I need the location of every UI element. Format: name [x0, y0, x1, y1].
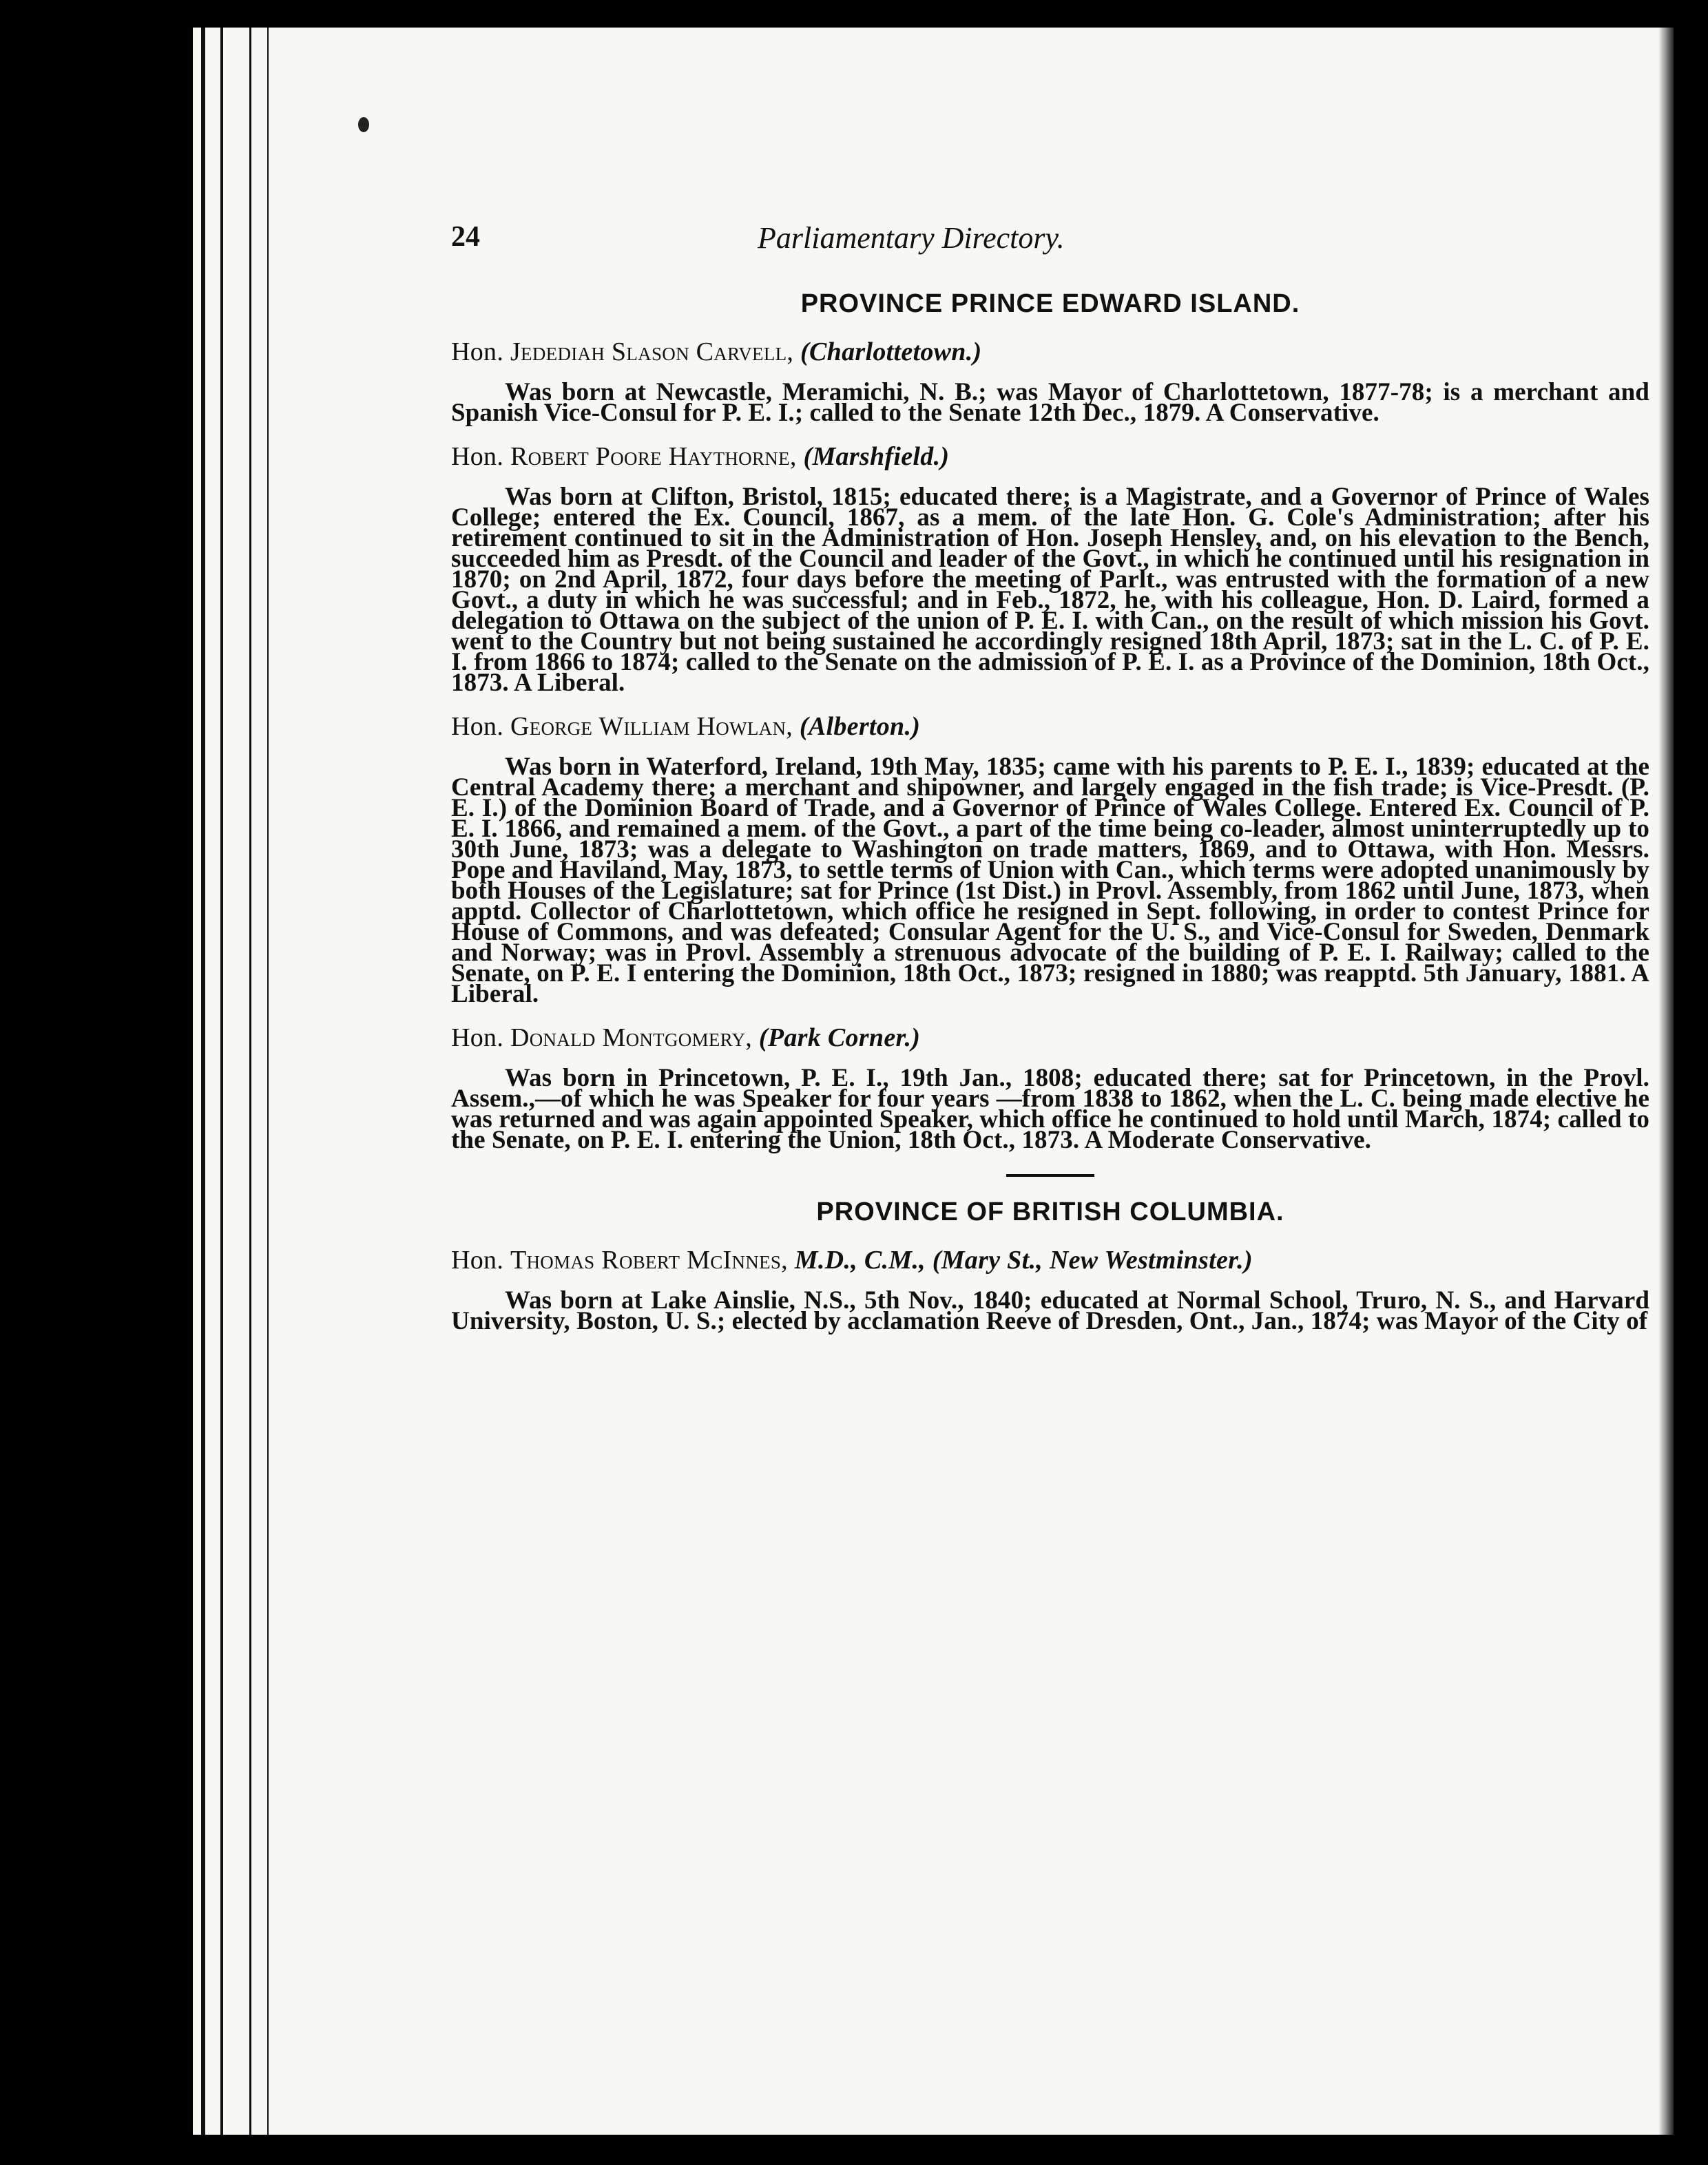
member-biography: Was born in Waterford, Ireland, 19th May, 1835; came with his parents to P. E. I., 1839; educated at the Central Academy there; a merchant and shipowner, and largely engaged in the fish trade; is Vice-Presdt. (P. E. I.) of the Dominion Board of Trade, and a Governor of Prince of Wales College. Entered Ex. Council of P. E. I. 1866, and remained a mem. of the Govt., a part of the time being co-leader, almost uninterruptedly up to 30th June, 1873; was a delegate to Washington on trade matters, 1869, and to Ottawa, with Hon. Messrs. Pope and Haviland, May, 1873, to settle terms of Union with Can., which terms were adopted unanimously by both Houses of the Legislature; sat for Prince (1st Dist.) in Provl. Assembly, from 1862 until June, 1873, when apptd. Collector of Charlottetown, which office he resigned in Sept. following, in order to contest Prince for House of Commons, and was defeated; Consular Agent for the U. S., and Vice-Consul for Sweden, Denmark and Norway; was in Provl. Assembly a strenuous advocate of the building of P. E. I. Railway; called to the Senate, on P. E. I entering the Dominion, 18th Oct., 1873; resigned in 1880; was reapptd. 5th January, 1881. A Liberal.: [451, 753, 1649, 1008]
member-name: Thomas Robert McInnes,: [510, 1246, 788, 1275]
member-name: Robert Poore Haythorne,: [510, 442, 797, 471]
member-honorific: Hon.: [451, 337, 504, 366]
section-divider: [1006, 1174, 1094, 1177]
member-place: (Marshfield.): [803, 442, 950, 471]
province-heading: PROVINCE OF BRITISH COLUMBIA.: [816, 1197, 1284, 1226]
member-biography: Was born in Princetown, P. E. I., 19th Jan., 1808; educated there; sat for Princetown, in the Provl. Assem.,—of which he was Speaker for four years —from 1838 to 1862, when the L. C. being made elective he was returned and was again appointed Speaker, which office he continued to hold until March, 1874; called to the Senate, on P. E. I. entering the Union, 18th Oct., 1873. A Moderate Conservative.: [451, 1064, 1650, 1154]
member-place: (Alberton.): [799, 712, 921, 741]
page-content: [451, 220, 1649, 1350]
member-place: (Park Corner.): [758, 1023, 921, 1052]
member-name: George William Howlan,: [510, 712, 793, 741]
section-british-columbia: [451, 1197, 1649, 1335]
member-biography: Was born at Clifton, Bristol, 1815; educated there; is a Magistrate, and a Governor of Prince of Wales College; entered the Ex. Council, 1867, as a mem. of the late Hon. G. Cole's Administration; after his retirement continued to sit in the Administration of Hon. Joseph Hensley, and, on his elevation to the Bench, succeeded him as Presdt. of the Council and leader of the Govt., in which he continued until his resignation in 1870; on 2nd April, 1872, four days before the meeting of Parlt., was entrusted with the formation of a new Govt., a duty in which he was successful; and in Feb., 1872, he, with his colleague, Hon. D. Laird, formed a delegation to Ottawa on the subject of the union of P. E. I. with Can., on the result of which mission his Govt. went to the Country but not being sustained he accordingly resigned 18th April, 1873; sat in the L. C. of P. E. I. from 1866 to 1874; called to the Senate on the admission of P. E. I. as a Province of the Dominion, 18th Oct., 1873. A Liberal.: [451, 483, 1649, 697]
film-border-left: [0, 0, 193, 2165]
member-honorific: Hon.: [451, 442, 504, 471]
member-place: (Charlottetown.): [800, 337, 982, 366]
member-heading: [451, 337, 1649, 367]
page-number: 24: [451, 221, 480, 253]
running-head: [451, 220, 1649, 262]
page-edge-line: [249, 28, 251, 2135]
member-honorific: Hon.: [451, 712, 504, 741]
page-edge-line: [220, 28, 223, 2135]
member-heading: [451, 711, 1649, 742]
member-name: Donald Montgomery,: [510, 1023, 753, 1052]
page-right-shadow: [1658, 28, 1674, 2135]
page-edge-line: [201, 28, 205, 2135]
member-heading: [451, 1245, 1649, 1275]
scanned-page: [193, 28, 1674, 2135]
scan-blemish: [358, 117, 369, 132]
film-border-right: [1674, 0, 1708, 2165]
member-place: M.D., C.M., (Mary St., New Westminster.): [794, 1246, 1253, 1275]
running-title: Parliamentary Directory.: [758, 221, 1065, 255]
film-border-top: [0, 0, 1708, 28]
member-heading: [451, 1023, 1649, 1053]
page-edge-line: [267, 28, 269, 2135]
member-honorific: Hon.: [451, 1023, 504, 1052]
member-name: Jedediah Slason Carvell,: [510, 337, 794, 366]
member-honorific: Hon.: [451, 1246, 504, 1275]
film-border-bottom: [0, 2135, 1708, 2165]
section-prince-edward-island: [451, 289, 1650, 1154]
member-biography: Was born at Lake Ainslie, N.S., 5th Nov., 1840; educated at Normal School, Truro, N. S., and Harvard University, Boston, U. S.; elected by acclamation Reeve of Dresden, Ont., Jan., 1874; was Mayor of the City of: [451, 1286, 1649, 1335]
province-heading: PROVINCE PRINCE EDWARD ISLAND.: [800, 289, 1300, 318]
member-biography: Was born at Newcastle, Meramichi, N. B.; was Mayor of Charlottetown, 1877-78; is a merchant and Spanish Vice-Consul for P. E. I.; called to the Senate 12th Dec., 1879. A Conservative.: [451, 378, 1649, 427]
member-heading: [451, 441, 1649, 472]
